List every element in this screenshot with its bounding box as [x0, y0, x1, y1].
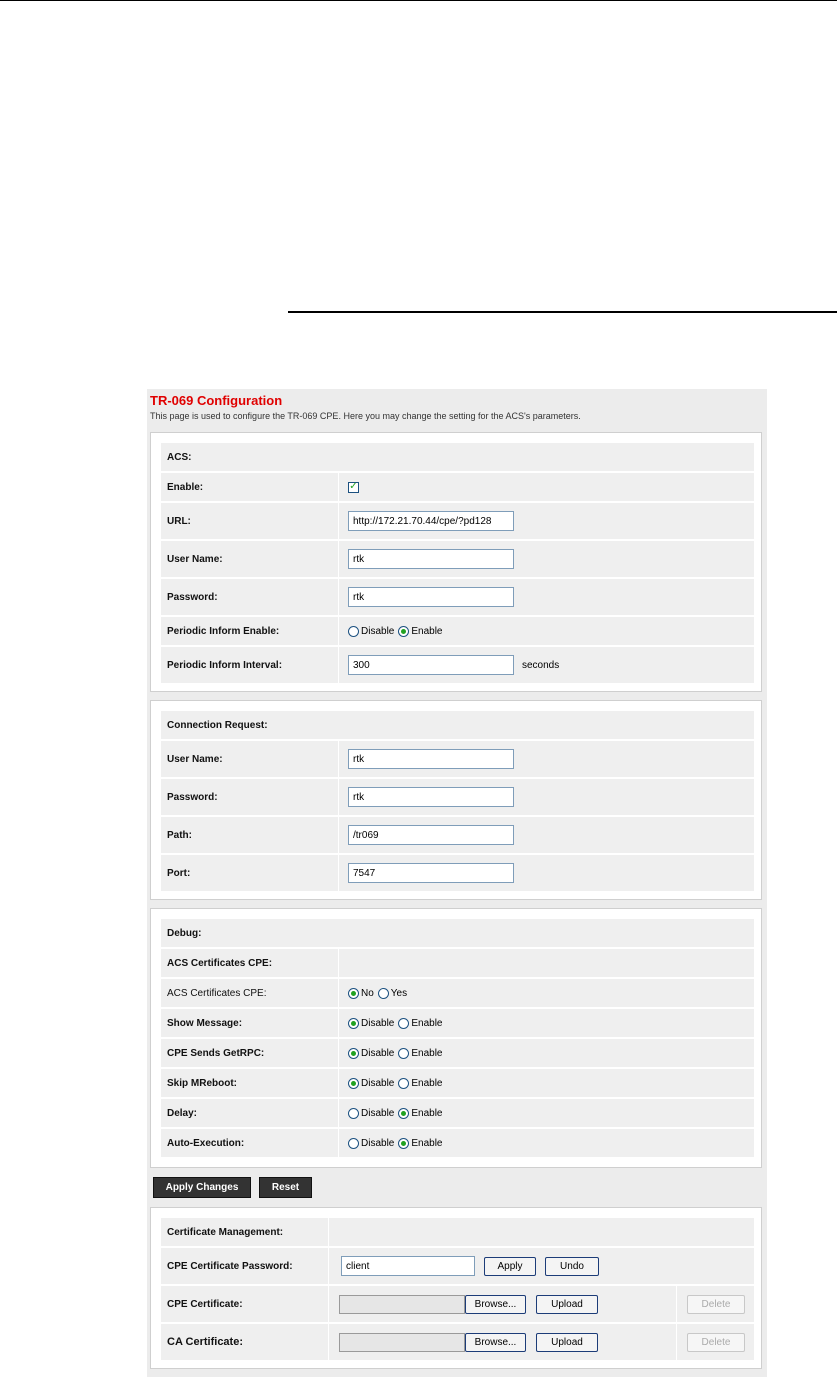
show-message-row — [161, 1009, 754, 1037]
periodic-inform-disable-radio[interactable] — [348, 626, 359, 637]
conn-username-label: User Name: — [167, 753, 223, 765]
auto-execution-disable-label: Disable — [361, 1137, 395, 1149]
conn-path-label: Path: — [167, 829, 192, 841]
acs-url-input[interactable] — [348, 511, 514, 531]
auto-execution-enable-radio[interactable] — [398, 1138, 409, 1149]
acs-enable-row — [161, 473, 754, 501]
conn-username-row — [161, 741, 754, 777]
debug-header: Debug: — [167, 927, 202, 939]
periodic-inform-interval-label: Periodic Inform Interval: — [167, 659, 283, 671]
certificate-management-section — [150, 1207, 762, 1369]
top-rule — [0, 0, 837, 1]
skip-mreboot-enable-radio[interactable] — [398, 1078, 409, 1089]
delay-disable-radio[interactable] — [348, 1108, 359, 1119]
skip-mreboot-disable-label: Disable — [361, 1077, 395, 1089]
acs-password-label: Password: — [167, 591, 218, 603]
acs-password-row — [161, 579, 754, 615]
acs-cert-header: ACS Certificates CPE: — [167, 957, 273, 969]
section-rule — [288, 311, 837, 313]
acs-username-label: User Name: — [167, 553, 223, 565]
delay-label: Delay: — [167, 1107, 198, 1119]
ca-cert-label: CA Certificate: — [167, 1336, 243, 1348]
cpe-cert-file-field[interactable] — [339, 1295, 465, 1314]
acs-url-row — [161, 503, 754, 539]
skip-mreboot-label: Skip MReboot: — [167, 1077, 237, 1089]
acs-cert-label: ACS Certificates CPE: — [167, 987, 267, 999]
auto-execution-enable-label: Enable — [411, 1137, 443, 1149]
acs-header-row — [161, 443, 754, 471]
cpe-sends-getrpc-row — [161, 1039, 754, 1067]
reset-button[interactable]: Reset — [259, 1177, 312, 1198]
skip-mreboot-row — [161, 1069, 754, 1097]
conn-password-row — [161, 779, 754, 815]
delay-enable-label: Enable — [411, 1107, 443, 1119]
show-message-disable-radio[interactable] — [348, 1018, 359, 1029]
ca-cert-row — [161, 1324, 754, 1360]
show-message-label: Show Message: — [167, 1017, 243, 1029]
periodic-inform-enable-row — [161, 617, 754, 645]
acs-enable-label: Enable: — [167, 481, 204, 493]
show-message-enable-label: Enable — [411, 1017, 443, 1029]
conn-header: Connection Request: — [167, 719, 268, 731]
periodic-inform-enable-label: Periodic Inform Enable: — [167, 625, 280, 637]
conn-username-input[interactable] — [348, 749, 514, 769]
cpe-cert-browse-button[interactable]: Browse... — [465, 1295, 526, 1314]
page-title: TR-069 Configuration — [150, 393, 283, 408]
connection-request-section — [150, 700, 762, 900]
cpe-cert-password-row — [161, 1248, 754, 1284]
auto-execution-row — [161, 1129, 754, 1157]
cpe-cert-label: CPE Certificate: — [167, 1298, 243, 1310]
apply-changes-button[interactable]: Apply Changes — [153, 1177, 251, 1198]
auto-execution-label: Auto-Execution: — [167, 1137, 245, 1149]
cert-header: Certificate Management: — [167, 1226, 284, 1238]
ca-cert-delete-button[interactable]: Delete — [687, 1333, 745, 1352]
conn-path-row — [161, 817, 754, 853]
acs-cert-no-label: No — [361, 987, 374, 999]
conn-header-row — [161, 711, 754, 739]
cert-password-undo-button[interactable]: Undo — [545, 1257, 599, 1276]
cpe-sends-getrpc-label: CPE Sends GetRPC: — [167, 1047, 265, 1059]
show-message-enable-radio[interactable] — [398, 1018, 409, 1029]
conn-port-label: Port: — [167, 867, 191, 879]
acs-cert-no-radio[interactable] — [348, 988, 359, 999]
getrpc-enable-label: Enable — [411, 1047, 443, 1059]
acs-section — [150, 432, 762, 692]
periodic-inform-interval-row — [161, 647, 754, 683]
ca-cert-browse-button[interactable]: Browse... — [465, 1333, 526, 1352]
conn-port-input[interactable] — [348, 863, 514, 883]
acs-username-input[interactable] — [348, 549, 514, 569]
auto-execution-disable-radio[interactable] — [348, 1138, 359, 1149]
periodic-inform-enable-option-label: Enable — [411, 625, 443, 637]
cpe-cert-password-input[interactable] — [341, 1256, 475, 1276]
page-description: This page is used to configure the TR-069 CPE. Here you may change the setting for the ACS's parameters. — [150, 411, 581, 421]
conn-password-label: Password: — [167, 791, 218, 803]
conn-password-input[interactable] — [348, 787, 514, 807]
ca-cert-file-field[interactable] — [339, 1333, 465, 1352]
acs-header: ACS: — [167, 451, 192, 463]
skip-mreboot-enable-label: Enable — [411, 1077, 443, 1089]
acs-cert-yes-radio[interactable] — [378, 988, 389, 999]
cpe-cert-upload-button[interactable]: Upload — [536, 1295, 598, 1314]
acs-cert-yes-label: Yes — [390, 987, 408, 999]
conn-path-input[interactable] — [348, 825, 514, 845]
cpe-cert-delete-button[interactable]: Delete — [687, 1295, 745, 1314]
show-message-disable-label: Disable — [361, 1017, 395, 1029]
debug-header-row — [161, 919, 754, 947]
acs-cert-header-row — [161, 949, 754, 977]
debug-section — [150, 908, 762, 1168]
getrpc-disable-radio[interactable] — [348, 1048, 359, 1059]
cpe-cert-row — [161, 1286, 754, 1322]
delay-disable-label: Disable — [361, 1107, 395, 1119]
getrpc-enable-radio[interactable] — [398, 1048, 409, 1059]
delay-row — [161, 1099, 754, 1127]
getrpc-disable-label: Disable — [361, 1047, 395, 1059]
cpe-cert-password-label: CPE Certificate Password: — [167, 1260, 293, 1272]
periodic-inform-disable-label: Disable — [361, 625, 395, 637]
acs-enable-checkbox[interactable]: ✓ — [349, 481, 358, 492]
ca-cert-upload-button[interactable]: Upload — [536, 1333, 598, 1352]
interval-unit: seconds — [522, 659, 560, 671]
conn-port-row — [161, 855, 754, 891]
cert-header-row — [161, 1218, 754, 1246]
periodic-inform-enable-radio[interactable] — [398, 626, 409, 637]
tr069-config-panel — [147, 389, 767, 1377]
periodic-inform-interval-input[interactable] — [348, 655, 514, 675]
acs-cert-row — [161, 979, 754, 1007]
acs-password-input[interactable] — [348, 587, 514, 607]
acs-url-label: URL: — [167, 515, 191, 527]
skip-mreboot-disable-radio[interactable] — [348, 1078, 359, 1089]
delay-enable-radio[interactable] — [398, 1108, 409, 1119]
cert-password-apply-button[interactable]: Apply — [484, 1257, 536, 1276]
acs-username-row — [161, 541, 754, 577]
